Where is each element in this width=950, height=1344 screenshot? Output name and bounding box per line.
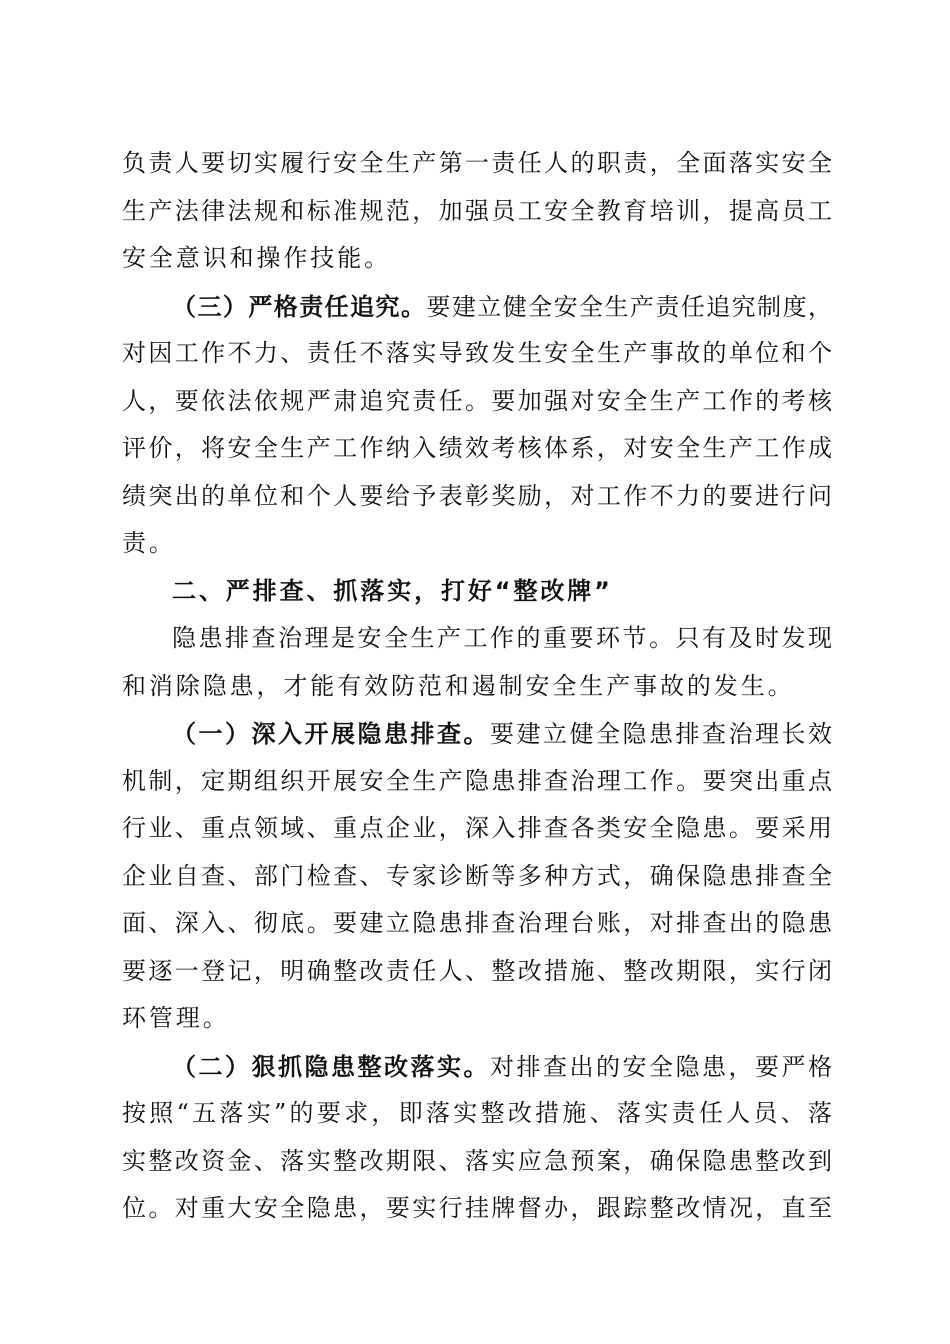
line-text: 要建立健全安全生产责任追究制度， [426, 292, 833, 321]
text-line [122, 378, 832, 426]
document-body [122, 140, 832, 1233]
line-text: 责。 [122, 529, 176, 557]
line-text: 绩突出的单位和个人要给予表彰奖励，对工作不力的要进行问 [122, 481, 832, 510]
line-text: 按照“五落实”的要求，即落实整改措施、落实责任人员、落 [122, 1099, 832, 1127]
subsection-lead: （二）狠抓隐患整改落实。 [172, 1051, 490, 1081]
line-text: 要建立健全隐患排查治理长效 [490, 720, 832, 748]
section-heading [122, 568, 832, 616]
line-text: 对排查出的安全隐患，要严格 [490, 1052, 832, 1081]
line-text: 和消除隐患，才能有效防范和遏制安全生产事故的发生。 [122, 671, 795, 700]
line-text: 人，要依法依规严肃追究责任。要加强对安全生产工作的考核 [122, 386, 832, 415]
line-text: 生产法律法规和标准规范，加强员工安全教育培训，提高员工 [122, 196, 832, 225]
line-text: 企业自查、部门检查、专家诊断等多种方式，确保隐患排查全 [122, 861, 832, 890]
text-line [122, 853, 832, 901]
text-line [122, 520, 832, 568]
line-text: 面、深入、彻底。要建立隐患排查治理台账，对排查出的隐患 [122, 909, 832, 937]
text-line [122, 1138, 832, 1186]
line-text: 隐患排查治理是安全生产工作的重要环节。只有及时发现 [172, 624, 832, 652]
text-line [122, 710, 832, 758]
text-line [122, 1043, 832, 1091]
text-line [122, 995, 832, 1043]
text-line [122, 330, 832, 378]
line-text: 实整改资金、落实整改期限、落实应急预案，确保隐患整改到 [122, 1146, 832, 1175]
text-line [122, 473, 832, 521]
text-line [122, 188, 832, 236]
line-text: 位。对重大安全隐患，要实行挂牌督办，跟踪整改情况，直至 [122, 1194, 832, 1222]
line-text: 评价，将安全生产工作纳入绩效考核体系，对安全生产工作成 [122, 434, 832, 462]
text-line [122, 948, 832, 996]
line-text: 机制，定期组织开展安全生产隐患排查治理工作。要突出重点 [122, 766, 832, 795]
line-text: 负责人要切实履行安全生产第一责任人的职责，全面落实安全 [122, 149, 832, 177]
text-line [122, 283, 832, 331]
text-line [122, 663, 832, 711]
text-line [122, 758, 832, 806]
text-line [122, 235, 832, 283]
text-line [122, 140, 832, 188]
subsection-lead: （三）严格责任追究。 [172, 291, 427, 321]
text-line [122, 615, 832, 663]
line-text: 行业、重点领域、重点企业，深入排查各类安全隐患。要采用 [122, 814, 832, 842]
text-line [122, 425, 832, 473]
text-line [122, 1090, 832, 1138]
text-line [122, 1185, 832, 1233]
text-line [122, 805, 832, 853]
text-line [122, 900, 832, 948]
subsection-lead: （一）深入开展隐患排查。 [172, 719, 490, 748]
line-text: 要逐一登记，明确整改责任人、整改措施、整改期限，实行闭 [122, 956, 832, 985]
line-text: 安全意识和操作技能。 [122, 244, 391, 272]
line-text: 对因工作不力、责任不落实导致发生安全生产事故的单位和个 [122, 339, 832, 367]
line-text: 环管理。 [122, 1004, 230, 1032]
line-text: 二、严排查、抓落实，打好“整改牌” [172, 576, 613, 605]
